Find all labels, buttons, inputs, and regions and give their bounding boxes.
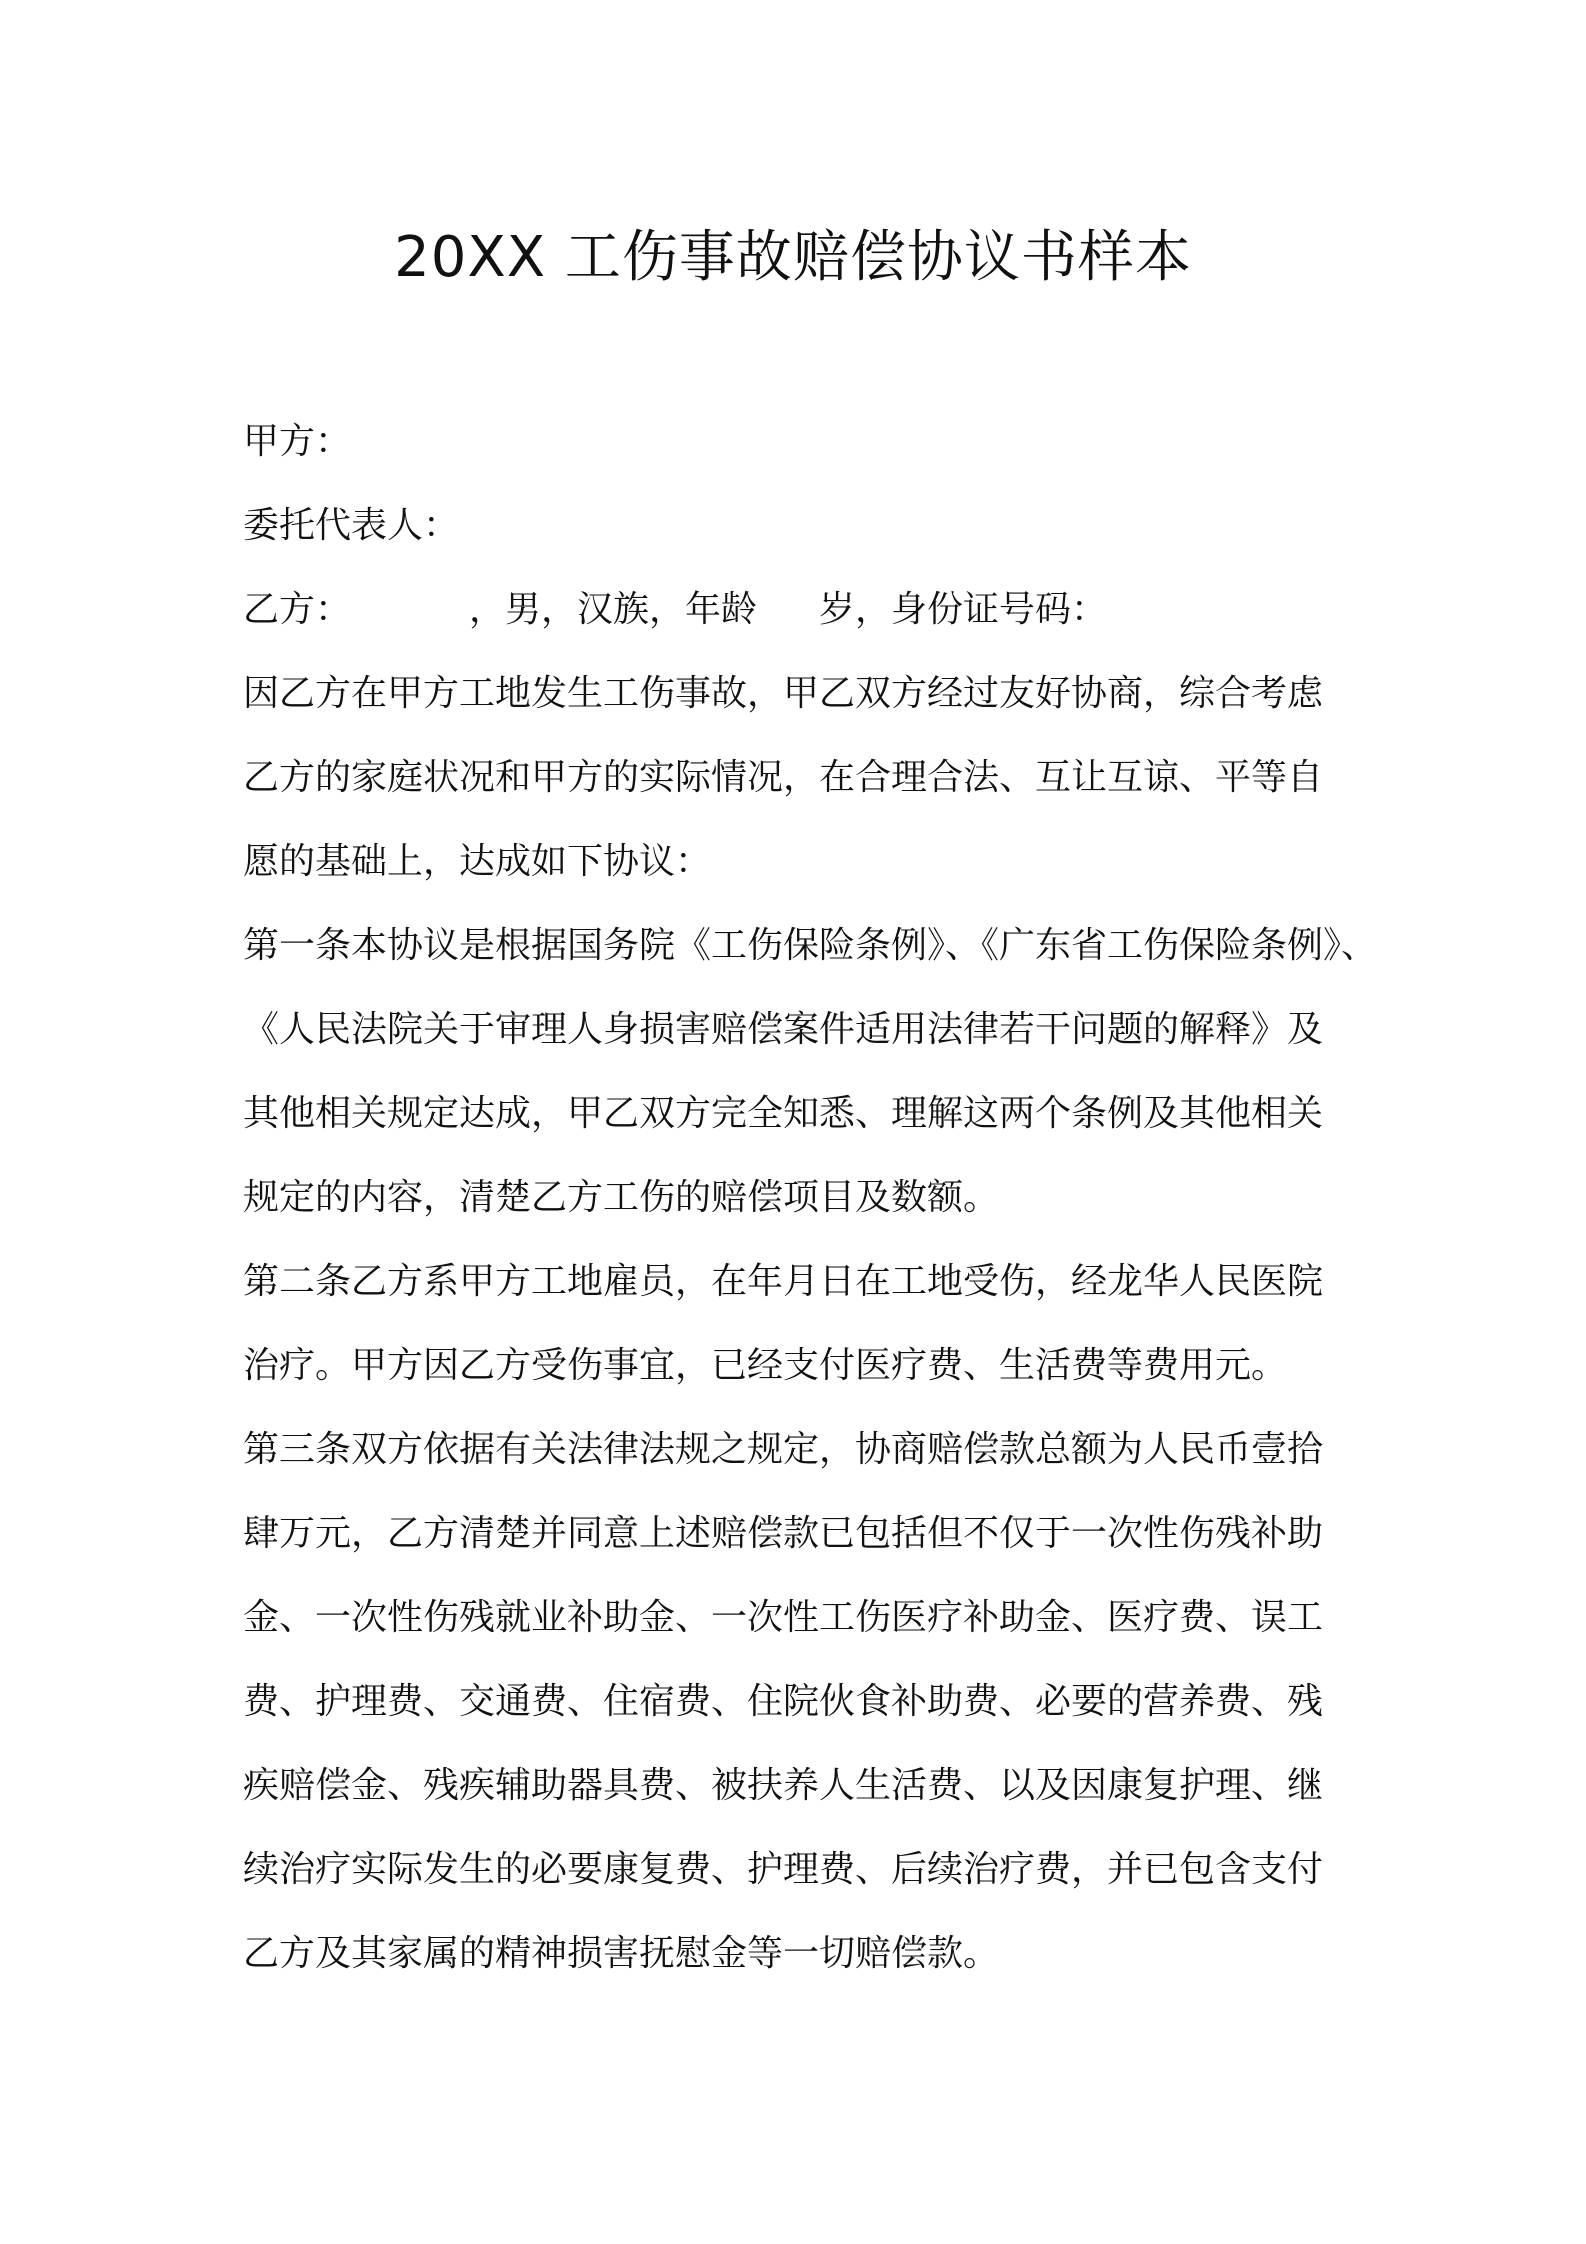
- paragraph-line: 续治疗实际发生的必要康复费、护理费、后续治疗费，并已包含支付: [243, 1849, 1324, 1890]
- document-body: [243, 400, 1378, 1996]
- paragraph-line: 第二条乙方系甲方工地雇员，在年月日在工地受伤，经龙华人民医院: [243, 1261, 1324, 1302]
- document-title: 20XX 工伤事故赔偿协议书样本: [394, 225, 1192, 290]
- paragraph-line: 其他相关规定达成，甲乙双方完全知悉、理解这两个条例及其他相关: [243, 1093, 1324, 1134]
- paragraph-preamble: [243, 652, 1353, 904]
- paragraph-article-3: [243, 1408, 1353, 1996]
- party-a-line: 甲方：: [243, 421, 352, 462]
- party-b-age-suffix: 岁，身份证号码：: [819, 589, 1108, 630]
- paragraph-line: 《人民法院关于审理人身损害赔偿案件适用法律若干问题的解释》及: [243, 1009, 1324, 1050]
- paragraph-line: 因乙方在甲方工地发生工伤事故，甲乙双方经过友好协商，综合考虑: [243, 673, 1324, 714]
- party-b-label: 乙方：: [243, 589, 352, 630]
- paragraph-line: 规定的内容，清楚乙方工伤的赔偿项目及数额。: [243, 1177, 1000, 1218]
- paragraph-article-2: [243, 1240, 1353, 1408]
- paragraph-line: 愿的基础上，达成如下协议：: [243, 841, 712, 882]
- paragraph-line: 乙方及其家属的精神损害抚慰金等一切赔偿款。: [243, 1933, 1000, 1974]
- paragraph-article-1: [243, 904, 1378, 1240]
- paragraph-line: 第三条双方依据有关法律法规之规定，协商赔偿款总额为人民币壹拾: [243, 1429, 1324, 1470]
- paragraph-line: 第一条本协议是根据国务院《工伤保险条例》、《广东省工伤保险条例》、: [243, 925, 1378, 966]
- representative-line: 委托代表人：: [243, 505, 460, 546]
- paragraph-line: 疾赔偿金、残疾辅助器具费、被扶养人生活费、以及因康复护理、继: [243, 1765, 1324, 1806]
- party-b-gender: ，男，汉族，年龄: [469, 589, 758, 630]
- paragraph-line: 肆万元，乙方清楚并同意上述赔偿款已包括但不仅于一次性伤残补助: [243, 1513, 1324, 1554]
- party-b-line: [243, 568, 1353, 652]
- paragraph-line: 费、护理费、交通费、住宿费、住院伙食补助费、必要的营养费、残: [243, 1681, 1324, 1722]
- paragraph-line: 乙方的家庭状况和甲方的实际情况，在合理合法、互让互谅、平等自: [243, 757, 1324, 798]
- paragraph-line: 金、一次性伤残就业补助金、一次性工伤医疗补助金、医疗费、误工: [243, 1597, 1324, 1638]
- paragraph-line: 治疗。甲方因乙方受伤事宜，已经支付医疗费、生活费等费用元。: [243, 1345, 1288, 1386]
